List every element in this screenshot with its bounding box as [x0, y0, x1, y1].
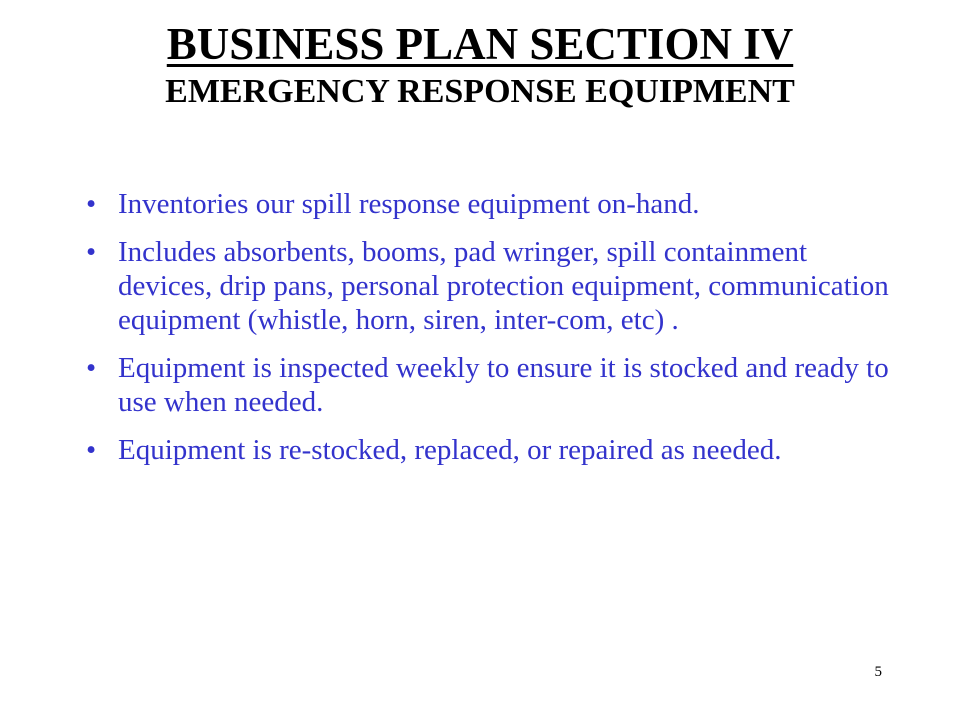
slide-title [0, 18, 960, 112]
bullet-dot-icon: • [86, 236, 97, 268]
bullet-item [86, 351, 896, 419]
bullet-item [86, 433, 896, 467]
bullet-text: Equipment is inspected weekly to ensure it is stocked and ready to use when needed. [118, 352, 889, 418]
bullet-dot-icon: • [86, 188, 97, 220]
bullet-item [86, 235, 896, 337]
bullet-item [86, 187, 896, 221]
title-subtitle: EMERGENCY RESPONSE EQUIPMENT [165, 73, 795, 110]
bullet-dot-icon: • [86, 352, 97, 384]
title-main: BUSINESS PLAN SECTION IV [166, 19, 794, 69]
bullet-dot-icon: • [86, 434, 97, 466]
bullet-list [86, 187, 896, 481]
bullet-text: Equipment is re-stocked, replaced, or repaired as needed. [118, 434, 782, 466]
bullet-text: Inventories our spill response equipment on-hand. [118, 188, 700, 220]
page-number: 5 [874, 664, 882, 680]
bullet-text: Includes absorbents, booms, pad wringer, spill containment devices, drip pans, personal protection equipment, communication equipment (whistle, horn, siren, inter-com, etc) . [118, 236, 889, 336]
